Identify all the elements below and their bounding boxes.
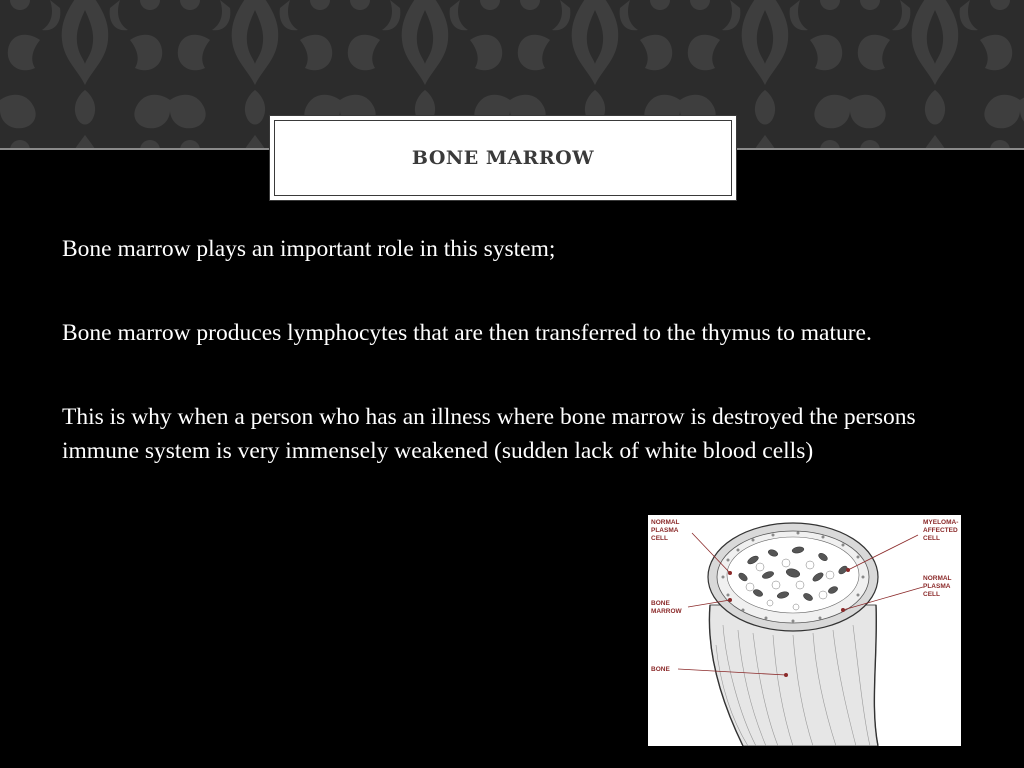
body-paragraph: This is why when a person who has an illness where bone marrow is destroyed the persons immune system is very immensely weakened (sudden lack of white blood cells) [62, 404, 916, 464]
label-line: PLASMA [651, 527, 679, 534]
label-line: MYELOMA- [923, 519, 959, 526]
label-line: PLASMA [923, 583, 951, 590]
label-line: AFFECTED [923, 527, 958, 534]
slide-title: BONE MARROW [411, 147, 595, 169]
label-bone-marrow [651, 600, 683, 615]
label-line: NORMAL [923, 575, 952, 582]
label-normal-plasma-cell-left [651, 519, 681, 542]
label-line: CELL [923, 535, 940, 542]
label-line: BONE [651, 600, 670, 607]
label-line: CELL [651, 535, 668, 542]
bone-marrow-illustration [648, 515, 961, 746]
slide-body [62, 232, 967, 518]
label-line: MARROW [651, 608, 682, 615]
label-bone [651, 666, 670, 673]
label-myeloma-affected-cell [923, 519, 960, 542]
label-line: NORMAL [651, 519, 680, 526]
label-line: BONE [651, 666, 670, 673]
title-box [269, 115, 737, 201]
body-paragraph: Bone marrow plays an important role in this system; [62, 236, 556, 262]
label-line: CELL [923, 591, 940, 598]
label-normal-plasma-cell-right [923, 575, 953, 598]
body-paragraph: Bone marrow produces lymphocytes that are then transferred to the thymus to mature. [62, 320, 872, 346]
title-box-inner-frame [274, 120, 732, 196]
bone-cross-section-drawing [648, 515, 961, 746]
